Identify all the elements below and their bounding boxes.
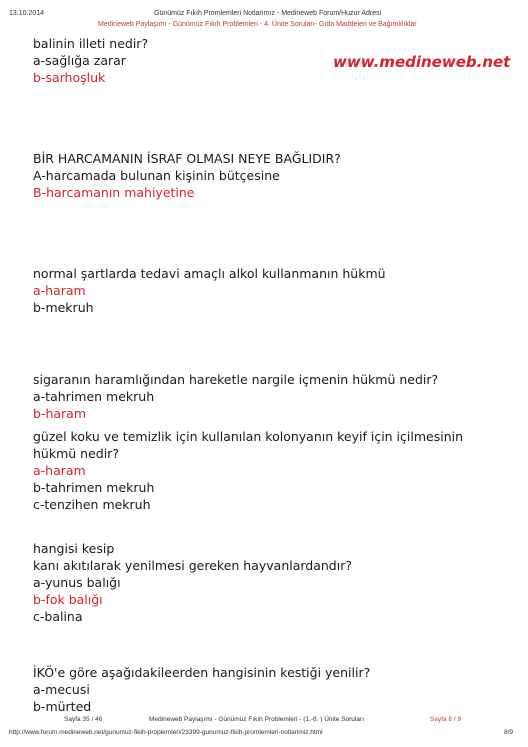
question-block-6 <box>33 540 352 625</box>
footer-url[interactable]: http://www.forum.medineweb.net/gunumuz-fikih-proplemleri/23399-gunumuz-fikih-promlemleri-notlarimiz.html <box>9 729 323 736</box>
correct-answer: a-haram <box>33 463 86 478</box>
correct-answer: b-fok balığı <box>33 592 103 607</box>
footer-center: Medineweb Paylaşımı - Günümüz Fıkıh Problemleri - (1.-6. ) Ünite Soruları <box>149 716 364 723</box>
question-block-4 <box>33 371 438 422</box>
question-text: hangisi kesip <box>33 541 115 556</box>
question-text: güzel koku ve temizlik için kullanılan kolonyanın keyif için içilmesinin <box>33 429 464 444</box>
question-text: sigaranın haramlığından hareketle nargile içmenin hükmü nedir? <box>33 372 439 387</box>
site-watermark: www.medineweb.net <box>333 53 511 71</box>
print-date: 13.10.2014 <box>9 10 45 17</box>
correct-answer: a-haram <box>33 283 86 298</box>
question-block-2 <box>33 150 341 201</box>
footer-page-right: Sayfa 8 / 9 <box>430 716 462 723</box>
question-block-7 <box>33 664 370 715</box>
answer-option: a-mecusi <box>33 682 90 697</box>
correct-answer: b-sarhoşluk <box>33 70 106 85</box>
answer-option: b-mürted <box>33 699 92 714</box>
answer-option: a-yunus balığı <box>33 575 121 590</box>
answer-option: c-balina <box>33 609 83 624</box>
question-block-3 <box>33 265 386 316</box>
question-text: İKÖ'e göre aşağıdakileerden hangisinin kestiği yenilir? <box>33 665 371 680</box>
question-text: normal şartlarda tedavi amaçlı alkol kullanmanın hükmü <box>33 266 386 281</box>
question-block-5 <box>33 428 463 513</box>
answer-option: A-harcamada bulunan kişinin bütçesine <box>33 168 280 183</box>
answer-option: b-mekruh <box>33 300 94 315</box>
answer-option: b-tahrimen mekruh <box>33 480 155 495</box>
answer-option: a-sağlığa zarar <box>33 53 126 68</box>
answer-option: a-tahrimen mekruh <box>33 389 155 404</box>
question-block-1 <box>33 35 148 86</box>
page-subtitle: Medineweb Paylaşımı - Günümüz Fıkıh Problemleri - 4. Ünite Soruları- Gıda Maddeleri ve Bağımlılıklar <box>98 21 417 28</box>
question-text-cont: hükmü nedir? <box>33 446 119 461</box>
question-text-cont: kanı akıtılarak yenilmesi gereken hayvanlardandır? <box>33 558 352 573</box>
page-title: Günümüz Fıkıh Promlemleri Notlarımız - Medineweb Forum/Huzur Adresi <box>154 10 382 17</box>
question-text: balinin illeti nedir? <box>33 36 149 51</box>
footer-page-left: Sayfa 35 / 46 <box>64 716 103 723</box>
question-text: BİR HARCAMANIN İSRAF OLMASI NEYE BAĞLIDIR? <box>33 151 341 166</box>
correct-answer: B-harcamanın mahiyetine <box>33 185 195 200</box>
footer-page-count: 8/9 <box>504 729 514 736</box>
correct-answer: b-haram <box>33 406 87 421</box>
answer-option: c-tenzihen mekruh <box>33 497 151 512</box>
